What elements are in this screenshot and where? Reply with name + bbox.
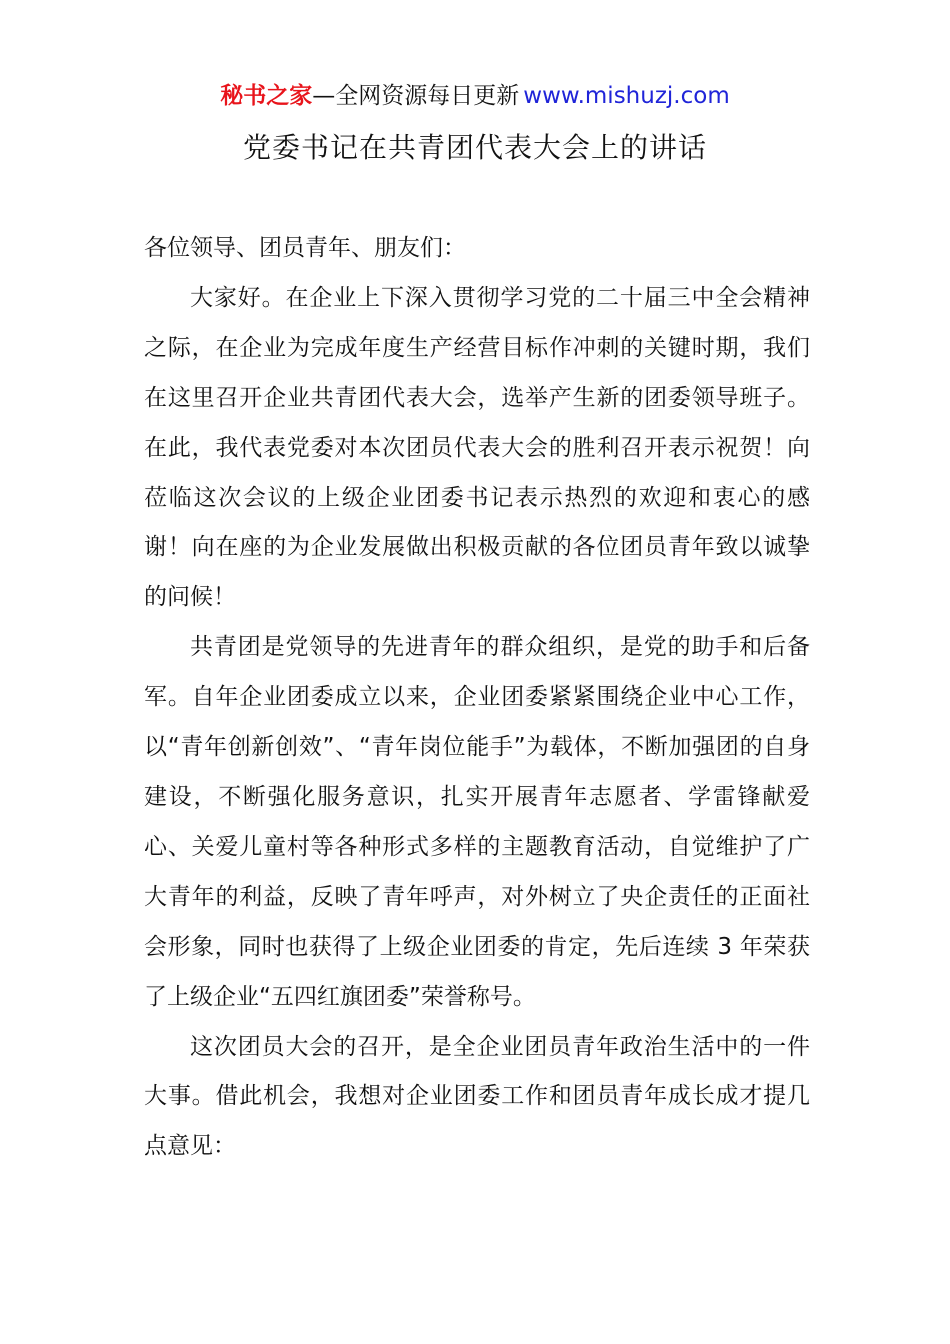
document-title: 党委书记在共青团代表大会上的讲话 <box>242 131 707 164</box>
site-tagline: —全网资源每日更新 <box>312 83 520 109</box>
paragraph: 大家好。在企业上下深入贯彻学习党的二十届三中全会精神之际，在企业为完成年度生产经营目标作冲刺的关键时期，我们在这里召开企业共青团代表大会，选举产生新的团委领导班子。在此，我代表党委对本次团员代表大会的胜利召开表示祝贺！向莅临这次会议的上级企业团委书记表示热烈的欢迎和衷心的感谢！向在座的为企业发展做出积极贡献的各位团员青年致以诚挚的问候！ <box>144 284 810 611</box>
paragraph: 共青团是党领导的先进青年的群众组织，是党的助手和后备军。自年企业团委成立以来，企业团委紧紧围绕企业中心工作，以“青年创新创效”、“青年岗位能手”为载体，不断加强团的自身建设，不断强化服务意识，扎实开展青年志愿者、学雷锋献爱心、关爱儿童村等各种形式多样的主题教育活动，自觉维护了广大青年的利益，反映了青年呼声，对外树立了央企责任的正面社会形象，同时也获得了上级企业团委的肯定，先后连续 3 年荣获了上级企业“五四红旗团委”荣誉称号。 <box>144 634 810 1010</box>
site-url-link[interactable]: www.mishuzj.com <box>523 83 730 109</box>
site-header <box>0 80 950 112</box>
document-body <box>144 224 810 1172</box>
paragraph: 这次团员大会的召开，是全企业团员青年政治生活中的一件大事。借此机会，我想对企业团委工作和团员青年成长成才提几点意见： <box>144 1033 810 1160</box>
salutation: 各位领导、团员青年、朋友们： <box>144 235 466 261</box>
site-brand: 秘书之家 <box>220 83 313 109</box>
